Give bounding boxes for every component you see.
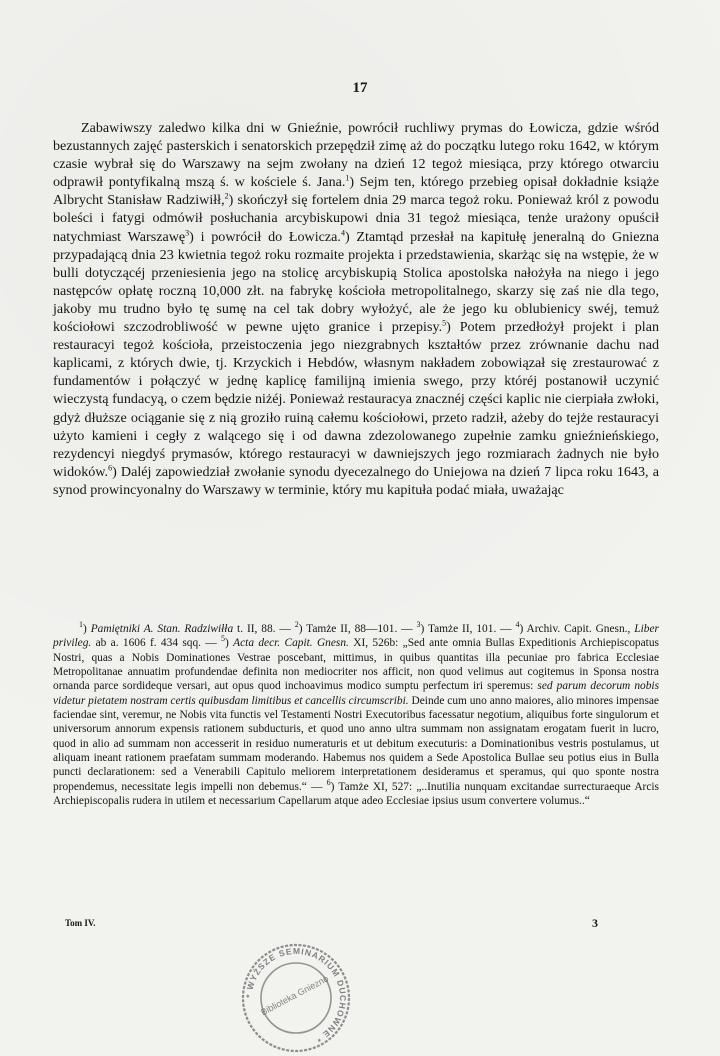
stamp-center-text: Biblioteka Gniezno xyxy=(259,973,331,1018)
stamp-ring-text: * WYŻSZE SEMINARIUM DUCHOWNE * xyxy=(243,945,349,1045)
body-paragraph: Zabawiwszy zaledwo kilka dni w Gnieźnie, powrócił ruchliwy prymas do Łowicza, gdzie wśród bezustannych zajęć pasterskich i senatorskich przepędził zimę aż do początku lutego roku 1642, w którym czasie wybrał się do Warszawy na sejm zwołany na dzień 12 tegoż miesiąca, przy którego otwarciu odprawił pontyfikalną mszą ś. w kościele ś. Jana.$^1$) Sejm ten, którego przebieg opisał dokładnie książe Albrycht Stanisław Radziwiłł,$^2$) skończył się fortelem dnia 29 marca tegoż roku. Ponieważ król z powodu boleści i fatygi odmówił posłuchania arcybiskupowi dnia 31 tegoż miesiąca, tenże urażony opuścił natychmiast Warszawę$^3$) i powrócił do Łowicza.$^4$) Ztamtąd przesłał na kapitułę jeneralną do Gniezna przypadającą dnia 23 kwietnia tegoż roku rozmaite projekta i przedstawienia, skarżąc się na wstępie, że w bulli dotyczącéj przeniesienia jego na stolicę arcybiskupią Stolica apostolska nałożyła na niego i jego następców opłatę roczną 10,000 złt. na fabrykę kościoła metropolitalnego, skarzy się zaś nie dla tego, jakoby mu trudno było tę sumę na cel tak dobry wyłożyć, ale że jego ku oblubienicy swéj, temuż kościołowi szczodrobliwość w pewne ujęto granice i przepisy.$^5$) Potem przedłożył projekt i plan restauracyi tegoż kościoła, przeistoczenia jego niezgrabnych kształtów przez zrównanie dachu nad kaplicami, z których dwie, tj. Krzyckich i Hebdów, własnym nakładem zobowiązał się zrestaurować z fundamentów i połączyć w jednę kaplicę familijną imienia swego, przy któréj postanowił uczynić wieczystą fundacyą, o czem będzie niżéj. Ponieważ restauracya znacznéj części kaplic nie cierpiała zwłoki, gdyż dłuższe ociąganie się z nią groziło ruiną całemu kościołowi, przeto radził, ażeby do tejże restauracyi użyto kamieni i cegły z walącego się i od dawna zdezolowanego zupełnie zamku gnieźnieńskiego, rezydencyi niegdyś prymasów, którego restauracyi w dawniejszych jego rozmiarach żadnych nie było widoków.$^6$) Daléj zapowiedział zwołanie synodu dyecezalnego do Uniejowa na dzień 7 lipca roku 1643, a synod prowincyonalny do Warszawy w terminie, który mu kapituła podać miała, uważając xyxy=(53,120,660,498)
footnotes xyxy=(53,622,659,808)
sheet-signature: 3 xyxy=(592,916,598,930)
library-stamp xyxy=(237,942,355,1054)
volume-signature: Tom IV. xyxy=(65,918,96,928)
footnote-block: $^1$) Pamiętniki A. Stan. Radziwiłła t. II, 88. — $^2$) Tamże II, 88—101. — $^3$) Tamże II, 101. — $^4$) Archiv. Capit. Gnesn., Liber privileg. ab a. 1606 f. 434 sqq. — $^5$) Acta decr. Capit. Gnesn. XI, 526b: „Sed ante omnia Bullas Expeditionis Archiepiscopatus Nostri, quas a Nobis Dominationes Vestrae poscebant, mittimus, in quibus quantitas illa pecuniae pro fabrica Ecclesiae Metropolitanae annuatim profundendae definita non mediocriter nos afficit, non quod velimus aut cogitemus in Sponsa nostra ornanda parce sordideque versari, aut opus quod inchoavimus modico sumptu perfectum iri speremus: sed parum decorum nobis videtur pietatem nostram certis quibusdam limitibus et cancellis circumscribi. Deinde cum uno anno maiores, alio minores impensae faciendae sint, veremur, ne Nobis vita functis vel Testamenti Nostri Executoribus facessatur negotium, aliquibus forte singulorum et universorum annorum expensis rationem subducturis, et quod uno anno ultra summam non assignatam erogatam fuerit in lucro, quod in alio ad summam non accesserit in residuo numeraturis et ut debitum executuris: a Dominationibus vestris postulamus, ut aliquam ineant rationem praefatam summam moderando. Habemus nos quidem a Sede Apostolica Bullae seu potius eius in Bulla puncti declarationem: sed a Venerabili Capitulo meliorem interpretationem desideramus et speramus, qui quo sponte nostra propendemus, necessitate legis impelli non debemus.“ — $^6$) Tamże XI, 527: „..Inutilia nunquam excitandae surrecturaeque Arcis Archiepiscopalis rudera in utilem et necessarium Capellarum atque adeo Ecclesiae ipsius usum convertere volumus..“ xyxy=(53,620,659,808)
page-number: 17 xyxy=(352,80,368,96)
main-text xyxy=(53,119,659,499)
